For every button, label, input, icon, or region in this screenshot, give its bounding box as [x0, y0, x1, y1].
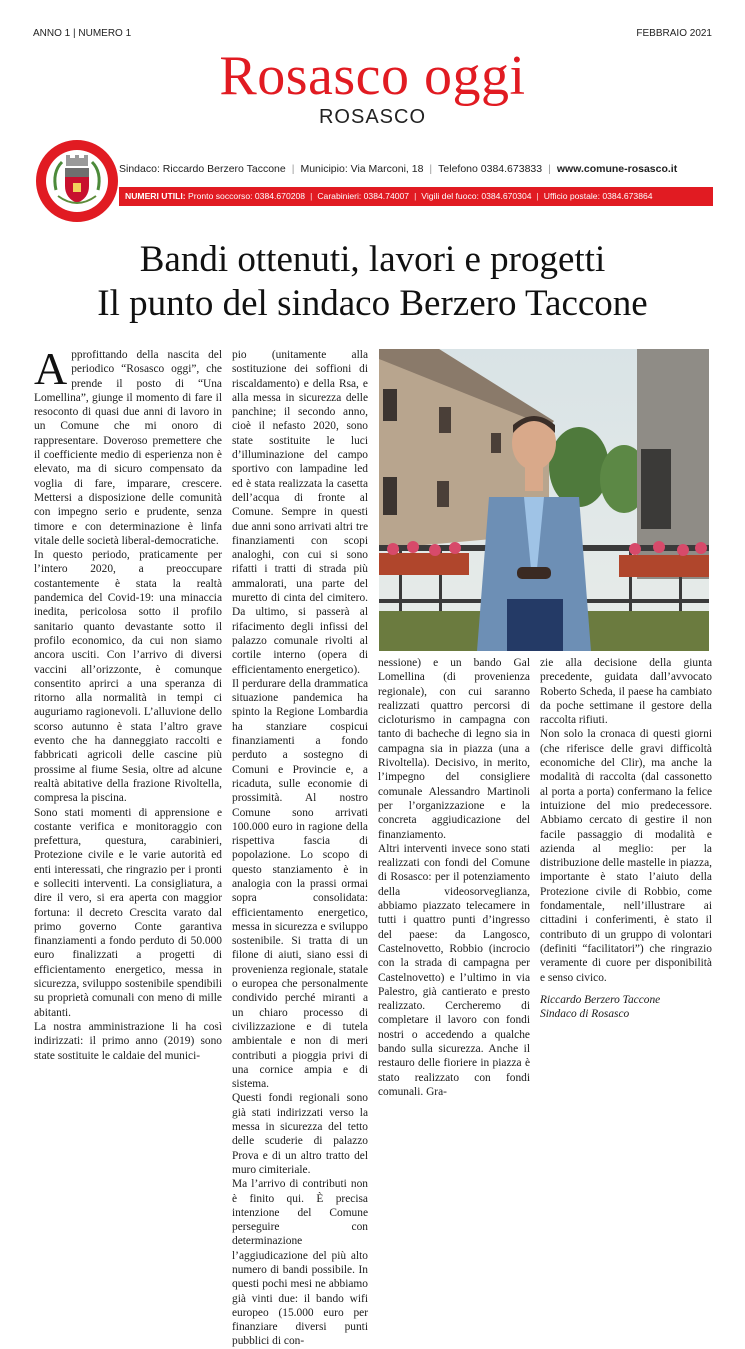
signature	[540, 993, 712, 1022]
paragraph: Questi fondi regionali sono già stati indirizzati verso la messa in sicurezza del tetto delle scuderie di palazzo Prova e di un altro tratto del muro cimiteriale.	[232, 1092, 368, 1176]
paragraph: Altri interventi invece sono stati realizzati con fondi del Comune di Rosasco: per il potenziamento della videosorveglianza, abbiamo piazzato telecamere in tutti i quattro punti d’ingresso del paese: da Langosco, Castelnovetto, Robbio (incrocio con la strada di campagna per Castelnovetto) e l’ultimo in via Palestro, già cantierato e presto realizzato. Cercheremo di completare il lavoro con fondi nostri o accedendo a qualche bando sulla sicurezza. Anche il restauro delle fioriere in piazza è stato realizzato con fondi comunali. Gra-	[378, 842, 530, 1098]
coat-of-arms-icon	[46, 150, 108, 212]
issue-date: FEBBRAIO 2021	[636, 28, 712, 39]
paragraph: Il perdurare della drammatica situazione pandemica ha spinto la Regione Lombardia ha stanziare cospicui finanziamenti a fondo perduto a sostegno di Comuni e Provincie e, a ricaduta, sulle economie di prossimità. Al nostro Comune sono arrivati 100.000 euro in ragione della rispettiva fascia di popolazione. Lo scopo di questo stanziamento è in analogia con la prassi ormai sopra consolidata: efficientamento energetico, messa in sicurezza e sviluppo sostenibile. Si tratta di un filone di aiuti, siano essi di provenienza regionale, statale o europea che personalmente condivido perché miranti a un chiaro processo di civilizzazione e di tutela ambientale e non di meri contributi a pioggia privi di una cornice ampia e di sistema.	[232, 677, 368, 1091]
article-headline	[0, 238, 745, 326]
paragraph: La nostra amministrazione li ha così indirizzati: il primo anno (2019) sono state sostituite le caldaie del munici-	[34, 1020, 222, 1062]
mayor-info: Sindaco: Riccardo Berzero Taccone	[119, 163, 286, 175]
article-column-2	[232, 348, 368, 1349]
headline-line-2: Il punto del sindaco Berzero Taccone	[97, 283, 648, 324]
carabinieri-number: Carabinieri: 0384.74007	[317, 191, 410, 201]
paragraph: Non solo la cronaca di questi giorni (che riferisce delle gravi difficoltà economiche del Clir), ma anche la modalità di raccolta (dal cassonetto al porta a porta) confermano la felice intuizione del mio predecessore. Abbiamo cercato di gestire il non facile passaggio di modalità e azienda al meglio: per la distribuzione delle mastelle in piazza, importante è stato l’aiuto della Protezione civile di Robbio, come fondamentale, nell’illustrare ai cittadini i conferimenti, è stato il contributo di un gruppo di volontari (definiti “facilitatori”) che ringrazio veramente di cuore per disponibilità e senso civico.	[540, 728, 712, 984]
newspaper-title: Rosasco oggi	[219, 45, 526, 107]
paragraph: zie alla decisione della giunta precedente, guidata dall’avvocato Roberto Scheda, il paese ha cambiato da poche settimane il gestore della raccolta rifiuti.	[540, 657, 712, 727]
useful-numbers-label: NUMERI UTILI:	[125, 191, 186, 201]
emergency-number: Pronto soccorso: 0384.670208	[188, 191, 306, 201]
contact-bar: Sindaco: Riccardo Berzero Taccone | Municipio: Via Marconi, 18 | Telefono 0384.673833 | www.comune-rosasco.it	[119, 163, 678, 175]
headline-line-1: Bandi ottenuti, lavori e progetti	[139, 239, 606, 280]
article-column-3	[378, 656, 530, 1099]
article-column-4	[540, 656, 712, 1021]
paragraph: Approfittando della nascita del periodico “Rosasco oggi”, che prende il posto di “Una Lomellina”, giunge il momento di fare il resoconto di quasi due anni di lavoro in un Comune che mi onoro di rappresentare. Doveroso premettere che il coefficiente medio di esperienza non è elevato, ma di sicuro compensato da voglia di fare, imparare, crescere. Mettersi a disposizione delle comunità con impegno serio e prudente, senza timore e con determinazione è linfa vitale delle società liberal-democratiche.	[34, 343, 222, 547]
masthead	[0, 45, 745, 129]
signature-role: Sindaco di Rosasco	[540, 1008, 630, 1021]
paragraph: In questo periodo, praticamente per l’intero 2020, a preoccupare costantemente è stata la realtà pandemica del Covid-19: una minaccia inedita, pericolosa sotto il profilo sanitario quanto devastante sotto il profilo economico, da cui non siamo ancora usciti. Con l’arrivo di diversi vaccini all’orizzonte, è comunque consentito aprirci a una speranza di ritorno alla normalità in tempi ci auguriamo ragionevoli. L’alluvione dello scorso autunno è stata l’altro grave evento che ha danneggiato raccolti e fabbricati agricoli delle cascine più prossime al fiume Sesia, oltre ad alcune realtà abitative della frazione Rivoltella, compresa la piscina.	[34, 549, 222, 805]
article-column-1	[34, 343, 222, 1063]
signature-name: Riccardo Berzero Taccone	[540, 993, 661, 1006]
paragraph: Sono stati momenti di apprensione e costante verifica e monitoraggio con prefettura, questura, carabinieri, Protezione civile e le varie autorità ed enti interessati, che ringrazio per i pronti e solleciti interventi. La consigliatura, a dire il vero, si era aperta con maggior fortuna: il decreto Crescita varato dal primo governo Conte garantiva finanziamenti a fondo perduto di 50.000 euro finalizzati a progetti di efficientamento energetico, messa in sicurezza, sviluppo sostenibile spendibili su proprietà comunali con meno di mille abitanti.	[34, 806, 222, 1019]
mayor-photo	[379, 349, 709, 651]
town-hall-info: Municipio: Via Marconi, 18	[300, 163, 424, 175]
coat-of-arms-logo	[36, 140, 118, 222]
post-office-number: Ufficio postale: 0384.673864	[543, 191, 653, 201]
newspaper-subtitle: ROSASCO	[318, 106, 427, 128]
paragraph: nessione) e un bando Gal Lomellina (di provenienza regionale), con cui saranno realizzati quattro percorsi di cicloturismo in campagna con tanto di bacheche di legno sia in campagna sia in piazza (una a Rivoltella). Decisivo, in merito, l’impegno del consigliere comunale Alessandro Martinoli per l’organizzazione e la concreta aggiudicazione del finanziamento.	[378, 657, 530, 841]
website-link[interactable]: www.comune-rosasco.it	[556, 163, 678, 175]
issue-number: ANNO 1 | NUMERO 1	[33, 28, 132, 39]
paragraph: Ma l’arrivo di contributi non è finito qui. È precisa intenzione del Comune perseguire con determinazione l’aggiudicazione del più alto numero di bandi possibile. In questi pochi mesi ne abbiamo già vinti due: il bando wifi europeo (15.000 euro per finanziare diversi punti pubblici di con-	[232, 1178, 368, 1348]
drop-cap: A	[34, 343, 68, 394]
useful-numbers-bar: NUMERI UTILI: Pronto soccorso: 0384.670208 | Carabinieri: 0384.74007 | Vigili del fuoco: 0384.670304 | Ufficio postale: 0384.673864	[119, 187, 713, 206]
phone-info: Telefono 0384.673833	[438, 163, 543, 175]
photo-illustration	[379, 349, 709, 651]
firefighters-number: Vigili del fuoco: 0384.670304	[421, 191, 532, 201]
issue-line	[33, 28, 712, 42]
paragraph: pio (unitamente alla sostituzione dei soffioni di riscaldamento) e della Rsa, e alla messa in sicurezza delle panchine; il secondo anno, cioè il nefasto 2020, sono state sostituite le luci d’illuminazione del campo sportivo con lampadine led ed è stata realizzata la casetta dell’acqua di fronte al Comune. Sempre in questi due anni sono arrivati altri tre finanziamenti con scopi analoghi, con cui si sono rifatti i tratti di strada più ammalorati, una parte del muretto di cinta del cimitero. Da ultimo, si passerà al rifacimento degli infissi del palazzo comunale rivolti al cortile interno (opera di efficientamento energetico).	[232, 349, 368, 676]
